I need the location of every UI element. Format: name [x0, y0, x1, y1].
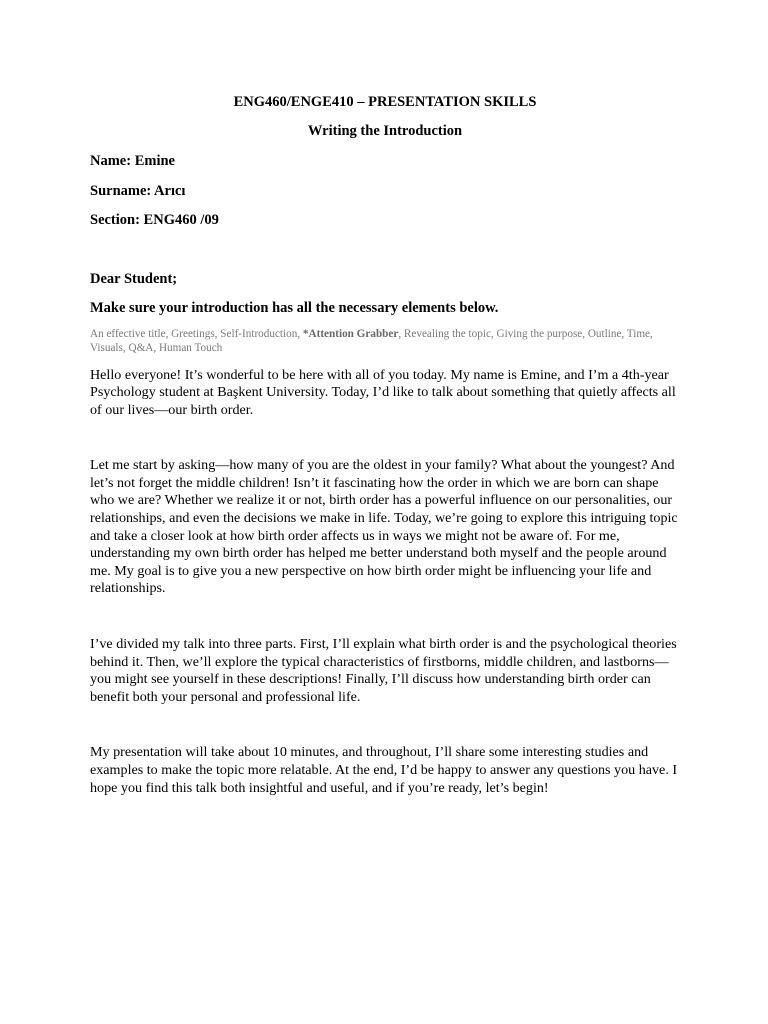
- required-elements-list: [90, 327, 680, 356]
- document-content: [90, 93, 680, 797]
- greeting-heading: Dear Student;: [90, 270, 178, 287]
- paragraph-introduction: Hello everyone! It’s wonderful to be here with all of you today. My name is Emine, and I’m a 4th-year Psychology student at Başkent University. Today, I’d like to talk about something that quietly affects all of our lives—our birth order.: [90, 366, 676, 418]
- document-subtitle: Writing the Introduction: [307, 123, 463, 139]
- student-section: Section: ENG460 /09: [90, 212, 219, 228]
- elements-text-before: An effective title, Greetings, Self-Introduction,: [90, 327, 303, 340]
- spacer: [90, 419, 680, 457]
- elements-text-after: , Revealing the topic, Giving the purpose, Outline, Time, Visuals, Q&A, Human Touch: [90, 327, 653, 354]
- paragraph-attention-grabber: Let me start by asking—how many of you are the oldest in your family? What about the youngest? And let’s not forget the middle children! Isn’t it fascinating how the order in which we are born can shape who we are? Whether we realize it or not, birth order has a powerful influence on our personalities, our relationships, and even the decisions we make in life. Today, we’re going to explore this intriguing topic and take a closer look at how birth order affects us in ways we might not be aware of. For me, understanding my own birth order has helped me better understand both myself and the people around me. My goal is to give you a new perspective on how birth order might be influencing your life and relationships.: [90, 457, 678, 597]
- spacer: [90, 241, 680, 270]
- spacer: [90, 706, 680, 744]
- paragraph-closing: My presentation will take about 10 minutes, and throughout, I’ll share some interesting studies and examples to make the topic more relatable. At the end, I’d be happy to answer any questions you have. I hope you find this talk both insightful and useful, and if you’re ready, let’s begin!: [90, 744, 678, 796]
- instruction-directive: Make sure your introduction has all the necessary elements below.: [90, 299, 499, 316]
- course-title: ENG460/ENGE410 – PRESENTATION SKILLS: [233, 94, 537, 110]
- student-surname: Surname: Arıcı: [90, 182, 186, 199]
- student-name: Name: Emine: [90, 153, 175, 169]
- paragraph-outline: I’ve divided my talk into three parts. First, I’ll explain what birth order is and the psychological theories behind it. Then, we’ll explore the typical characteristics of firstborns, middle children, and lastborns—you might see yourself in these descriptions! Finally, I’ll discuss how understanding birth order can benefit both your personal and professional life.: [90, 636, 677, 705]
- spacer: [90, 598, 680, 636]
- elements-highlight: *Attention Grabber: [302, 327, 399, 340]
